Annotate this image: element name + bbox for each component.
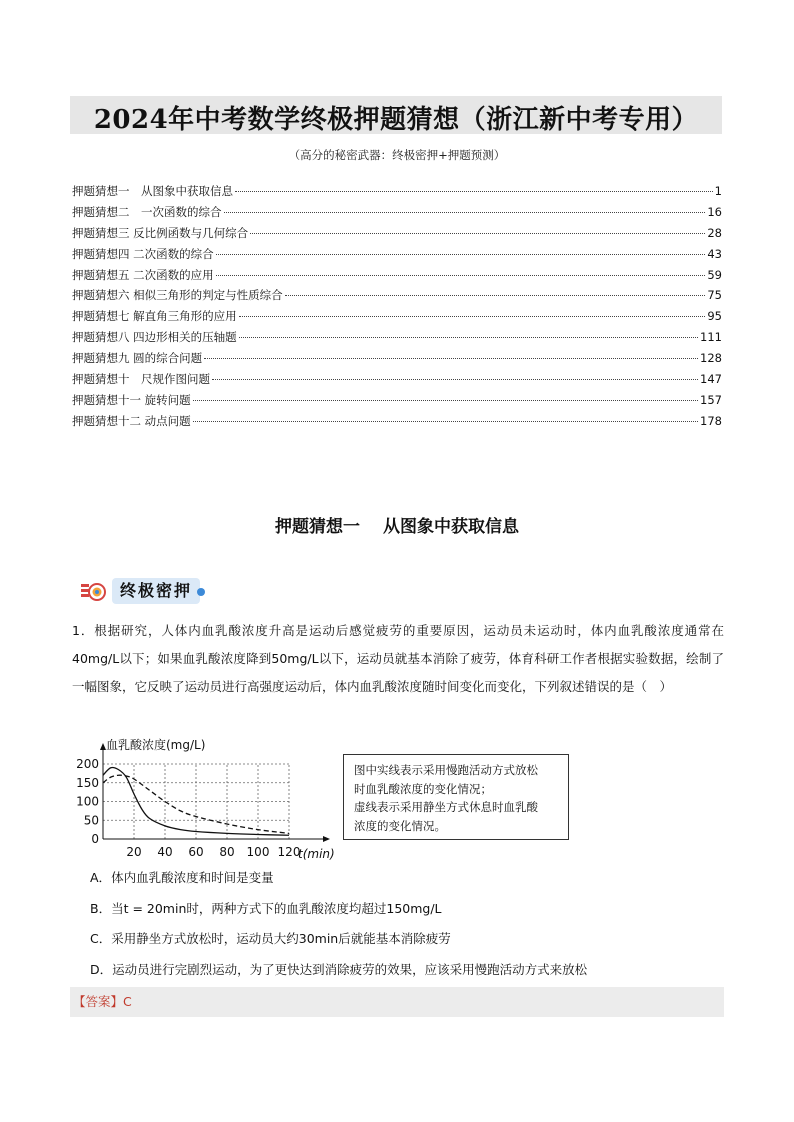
option-text: 采用静坐方式放松时，运动员大约30min后就能基本消除疲劳 [111, 931, 451, 946]
option-b[interactable] [90, 897, 720, 928]
toc-item-label[interactable]: 押题猜想十二 动点问题 [72, 413, 191, 428]
toc-item-label[interactable]: 押题猜想八 四边形相关的压轴题 [72, 330, 237, 345]
banner-label: 终极密押 [112, 578, 200, 604]
toc-leader-dots [235, 191, 713, 192]
option-letter: A． [90, 870, 112, 885]
toc-leader-dots [285, 295, 706, 296]
toc-item-page[interactable]: 28 [707, 225, 722, 240]
y-tick-label: 100 [76, 794, 99, 809]
toc-item-page[interactable]: 147 [700, 372, 722, 387]
toc-item-label[interactable]: 押题猜想十 尺规作图问题 [72, 372, 210, 387]
toc-item-page[interactable]: 111 [700, 330, 722, 345]
chart-legend-box [343, 754, 569, 840]
y-axis-label: 血乳酸浓度(mg/L) [106, 738, 206, 752]
answer-bar [70, 987, 724, 1017]
x-tick-label: 40 [157, 845, 173, 859]
toc-item[interactable] [72, 267, 722, 288]
toc-item[interactable] [72, 329, 722, 350]
x-tick-label: 20 [126, 845, 142, 859]
lactate-chart [66, 736, 335, 862]
toc-item[interactable] [72, 225, 722, 246]
page-subtitle: （高分的秘密武器：终极密押+押题预测） [288, 148, 506, 162]
series-line-sitting [103, 775, 289, 833]
toc-leader-dots [250, 233, 705, 234]
toc-leader-dots [212, 379, 698, 380]
toc-item-page[interactable]: 43 [707, 246, 722, 261]
legend-line: 图中实线表示采用慢跑活动方式放松 [354, 763, 538, 777]
option-c[interactable] [90, 927, 720, 958]
toc-item[interactable] [72, 413, 722, 434]
answer-tag: 【答案】 [73, 994, 124, 1009]
page-title: 2024年中考数学终极押题猜想（浙江新中考专用） [93, 105, 699, 135]
x-axis-arrow [323, 836, 330, 842]
table-of-contents [72, 183, 722, 434]
toc-item-label[interactable]: 押题猜想七 解直角三角形的应用 [72, 309, 237, 324]
toc-item-label[interactable]: 押题猜想三 反比例函数与几何综合 [72, 225, 249, 240]
toc-item-label[interactable]: 押题猜想十一 旋转问题 [72, 392, 191, 407]
toc-item[interactable] [72, 308, 722, 329]
toc-item[interactable] [72, 246, 722, 267]
toc-item-page[interactable]: 1 [714, 184, 722, 198]
toc-leader-dots [193, 400, 698, 401]
toc-item[interactable] [72, 287, 722, 308]
y-tick-label: 50 [83, 813, 99, 828]
answer-value: C [123, 994, 132, 1009]
toc-item-page[interactable]: 16 [707, 204, 722, 219]
x-tick-label: 120 [277, 845, 301, 859]
option-text: 运动员进行完剧烈运动，为了更快达到消除疲劳的效果，应该采用慢跑活动方式来放松 [112, 961, 588, 977]
toc-leader-dots [216, 254, 706, 255]
x-axis-label: t(min) [298, 847, 335, 861]
toc-item[interactable] [72, 183, 722, 204]
x-tick-label: 100 [246, 845, 270, 859]
x-tick-label: 60 [188, 845, 204, 859]
option-letter: C． [90, 931, 112, 946]
toc-leader-dots [239, 337, 698, 338]
section-heading: 押题猜想一 从图象中获取信息 [275, 517, 519, 537]
option-letter: B． [90, 900, 112, 916]
toc-item[interactable] [72, 392, 722, 413]
section-banner [80, 578, 220, 606]
toc-leader-dots [224, 212, 706, 213]
toc-leader-dots [216, 275, 706, 276]
option-text: 体内血乳酸浓度和时间是变量 [111, 870, 274, 885]
y-tick-label: 0 [91, 832, 99, 846]
legend-line: 时血乳酸浓度的变化情况； [354, 781, 492, 796]
question-body: 根据研究，人体内血乳酸浓度升高是运动后感觉疲劳的重要原因，运动员未运动时，体内血乳酸浓度通常在40mg/L以下；如果血乳酸浓度降到50mg/L以下，运动员就基本消除了疲劳，体育科研工作者根据实验数据，绘制了一幅图象，它反映了运动员进行高强度运动后，体内血乳酸浓度随时间变化而变化，下列叙述错误的是（ ） [72, 623, 724, 694]
y-tick-label: 200 [76, 757, 99, 771]
option-a[interactable] [90, 866, 720, 897]
toc-item-label[interactable]: 押题猜想二 一次函数的综合 [72, 204, 222, 219]
banner-dot [197, 588, 205, 596]
question-text [72, 617, 724, 701]
toc-item-label[interactable]: 押题猜想五 二次函数的应用 [72, 267, 214, 282]
toc-item-page[interactable]: 95 [707, 309, 722, 324]
toc-item-page[interactable]: 128 [700, 351, 722, 366]
title-bar [70, 96, 722, 134]
toc-item-label[interactable]: 押题猜想六 相似三角形的判定与性质综合 [72, 288, 283, 303]
toc-leader-dots [204, 358, 698, 359]
option-d[interactable] [90, 958, 720, 989]
toc-leader-dots [239, 316, 706, 317]
option-letter: D． [90, 961, 113, 977]
toc-item-page[interactable]: 157 [700, 392, 722, 407]
legend-line: 虚线表示采用静坐方式休息时血乳酸 [354, 800, 538, 814]
toc-item-page[interactable]: 75 [707, 288, 722, 303]
toc-item-page[interactable]: 178 [700, 413, 722, 428]
toc-item[interactable] [72, 350, 722, 371]
toc-item[interactable] [72, 371, 722, 392]
toc-item[interactable] [72, 204, 722, 225]
toc-item-label[interactable]: 押题猜想九 圆的综合问题 [72, 351, 203, 366]
toc-item-label[interactable]: 押题猜想一 从图象中获取信息 [72, 184, 233, 198]
toc-item-label[interactable]: 押题猜想四 二次函数的综合 [72, 246, 214, 261]
y-tick-label: 150 [76, 775, 99, 790]
answer-options [90, 866, 720, 988]
option-text: 当t = 20min时，两种方式下的血乳酸浓度均超过150mg/L [111, 900, 442, 916]
question-number: 1． [72, 623, 95, 638]
x-tick-label: 80 [219, 845, 235, 859]
toc-item-page[interactable]: 59 [707, 267, 722, 282]
legend-line: 浓度的变化情况。 [354, 818, 446, 833]
target-icon [80, 580, 106, 604]
toc-leader-dots [193, 421, 698, 422]
